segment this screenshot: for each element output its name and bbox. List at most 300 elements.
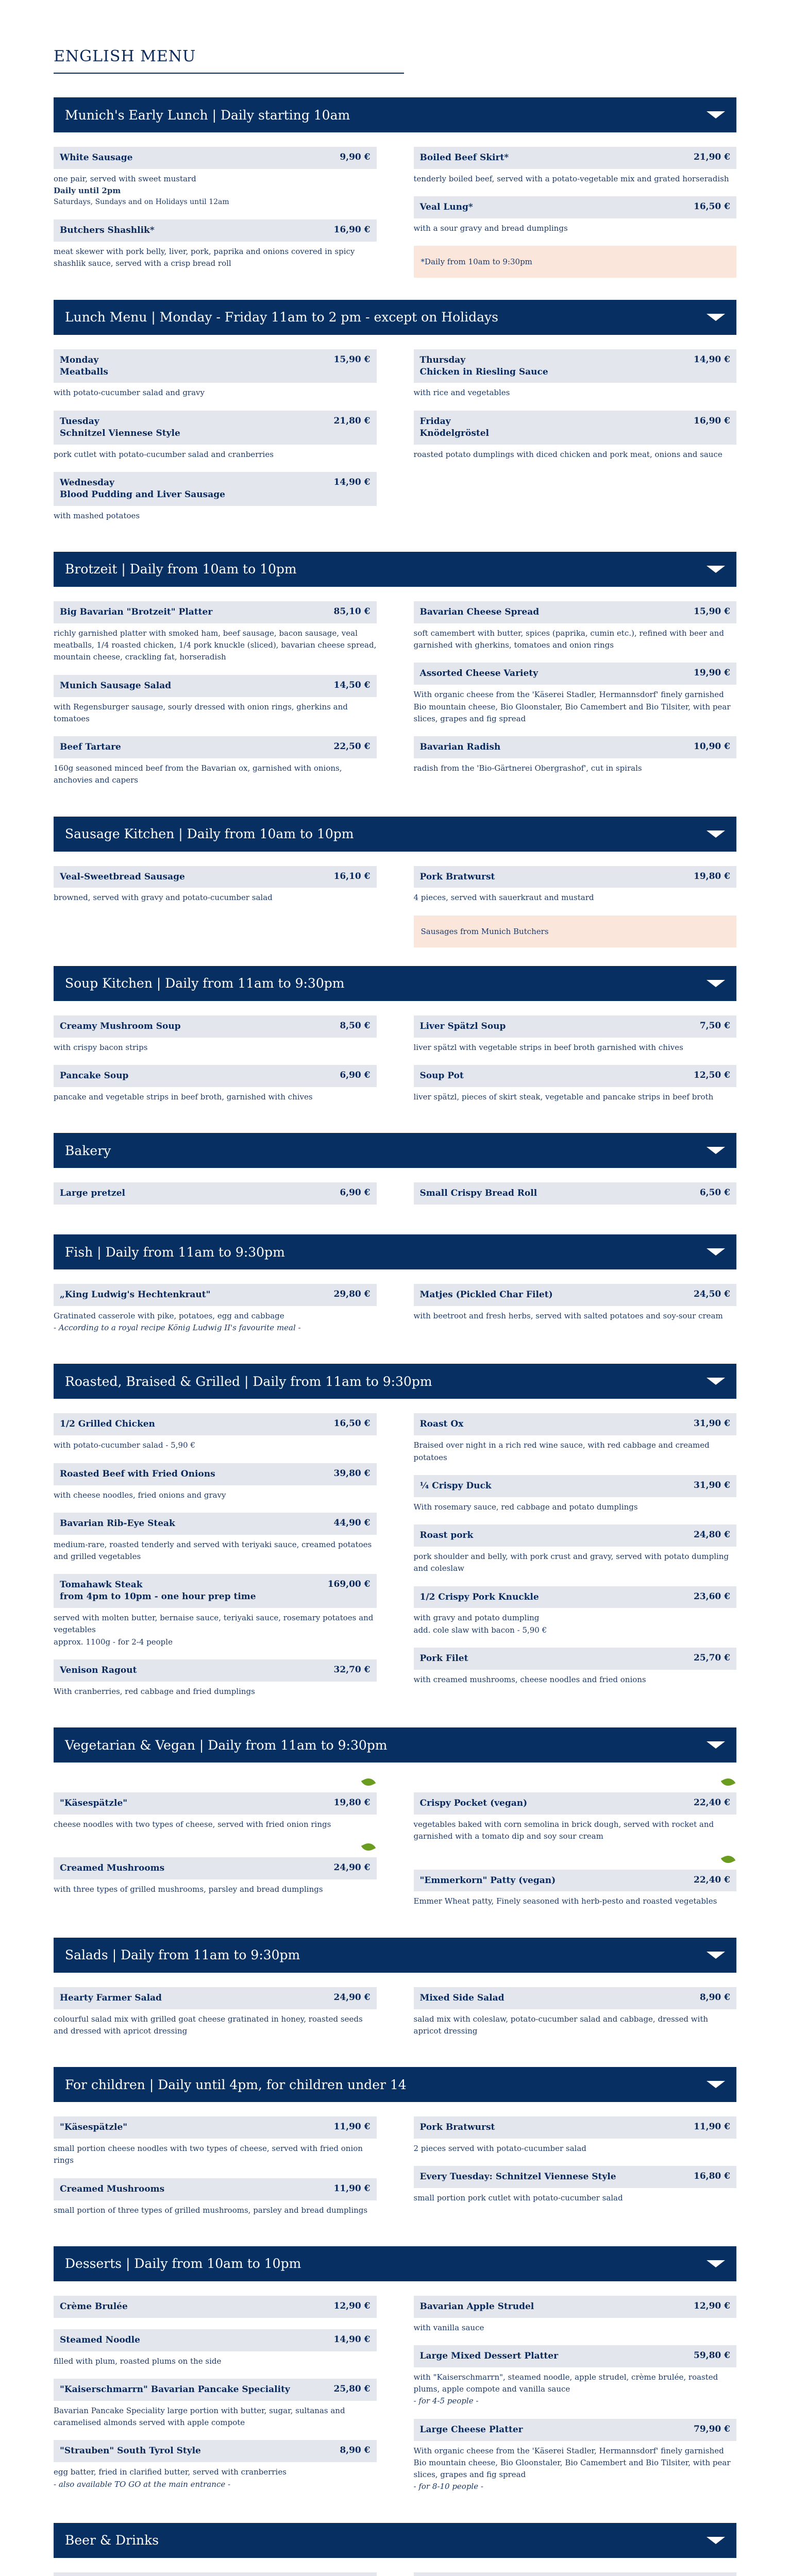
menu-item-header xyxy=(414,1475,737,1497)
menu-item-description: richly garnished platter with smoked ham, beef sausage, bacon sausage, veal meatballs, 1/4 roasted chicken, 1/4 pork knuckle (sliced), bavarian cheese spread, mountain cheese, crackling fat, horseradish xyxy=(54,628,377,662)
section-body xyxy=(54,2558,736,2576)
section-body xyxy=(54,2281,736,2504)
menu-item-note: Daily until 2pm xyxy=(54,186,121,196)
section-title: Beer & Drinks xyxy=(65,2533,159,2548)
menu-item-price: 14,90 € xyxy=(694,354,730,365)
menu-item-header xyxy=(414,1413,737,1435)
menu-column-right xyxy=(414,2116,737,2228)
section-header[interactable] xyxy=(54,1234,736,1269)
menu-column-right xyxy=(414,1284,737,1345)
item-name: Monday xyxy=(60,354,99,365)
chevron-down-icon[interactable] xyxy=(707,1952,725,1959)
item-name: „King Ludwig's Hechtenkraut" xyxy=(60,1290,211,1300)
menu-item-name xyxy=(420,1418,469,1430)
menu-item xyxy=(414,2419,737,2493)
item-name: Matjes (Pickled Char Filet) xyxy=(419,1290,553,1300)
menu-item xyxy=(414,2166,737,2204)
menu-item-name xyxy=(60,1579,261,1603)
menu-item xyxy=(54,147,377,208)
menu-item-price: 39,80 € xyxy=(333,1468,371,1479)
menu-item xyxy=(54,2572,377,2576)
menu-item-price: 22,50 € xyxy=(333,741,371,752)
menu-item-header xyxy=(54,2178,377,2200)
menu-item-price: 11,90 € xyxy=(333,2122,371,2132)
menu-item-header xyxy=(414,1648,737,1670)
item-name: Pancake Soup xyxy=(60,1070,129,1081)
menu-item-header xyxy=(414,2116,737,2139)
menu-item-description: liver spätzl, pieces of skirt steak, vegetable and pancake strips in beef broth xyxy=(413,1092,714,1101)
menu-item-header xyxy=(414,1524,737,1547)
vegetarian-leaf-icon xyxy=(361,1842,377,1853)
menu-item-description: colourful salad mix with grilled goat cheese gratinated in honey, roasted seeds and dressed with apricot dressing xyxy=(54,2014,363,2036)
menu-item xyxy=(54,1574,377,1648)
menu-item-name xyxy=(420,416,495,439)
section-header[interactable] xyxy=(54,300,736,335)
menu-item xyxy=(414,663,737,725)
item-name: Liver Spätzl Soup xyxy=(419,1021,506,1031)
menu-item-name xyxy=(420,1591,544,1603)
item-subname: Schnitzel Viennese Style xyxy=(60,428,180,438)
menu-item-description: meat skewer with pork belly, liver, pork, paprika and onions covered in spicy shashlik sauce, served with a crisp bread roll xyxy=(54,247,355,268)
menu-item-name xyxy=(60,1418,160,1430)
menu-item-description: with three types of grilled mushrooms, parsley and bread dumplings xyxy=(54,1885,323,1894)
menu-item-header xyxy=(414,866,737,888)
item-name: Venison Ragout xyxy=(60,1665,137,1675)
menu-item-header xyxy=(54,1659,377,1682)
menu-item-description: with crispy bacon strips xyxy=(54,1042,148,1052)
chevron-down-icon[interactable] xyxy=(707,111,725,118)
menu-item-header xyxy=(54,2572,377,2576)
menu-item-note: add. cole slaw with bacon - 5,90 € xyxy=(413,1625,547,1635)
section-header[interactable] xyxy=(54,1364,736,1399)
menu-item-description: small portion pork cutlet with potato-cucumber salad xyxy=(413,2193,623,2203)
menu-item-description: small portion of three types of grilled mushrooms, parsley and bread dumplings xyxy=(54,2205,368,2215)
section-body xyxy=(54,1168,736,1216)
menu-item-description: With organic cheese from the 'Käserei Stadler, Hermannsdorf' finely garnished Bio mountain cheese, Bio Gloonstaler, Bio Camembert and Bio Tilsiter, with pear slices, grapes and fig spread xyxy=(413,690,731,723)
menu-item-header xyxy=(54,1015,377,1038)
menu-item xyxy=(54,1015,377,1054)
menu-item-header xyxy=(54,1182,377,1205)
menu-item xyxy=(414,601,737,651)
menu-item-price: 10,90 € xyxy=(694,741,730,752)
menu-item-header xyxy=(414,1586,737,1608)
item-subname: Chicken in Riesling Sauce xyxy=(419,366,548,377)
section-title: Soup Kitchen | Daily from 11am to 9:30pm xyxy=(65,976,345,991)
menu-item-header xyxy=(414,1870,737,1892)
leaf-row xyxy=(54,1842,377,1855)
item-name: Big Bavarian "Brotzeit" Platter xyxy=(60,606,213,617)
menu-item xyxy=(54,1413,377,1451)
menu-item xyxy=(414,1413,737,1463)
menu-item-name xyxy=(420,1875,561,1887)
menu-item xyxy=(414,2296,737,2334)
menu-item-description: small portion cheese noodles with two types of cheese, served with fried onion rings xyxy=(54,2144,363,2165)
section-header[interactable] xyxy=(54,2067,736,2102)
menu-item xyxy=(54,736,377,786)
menu-column-left xyxy=(54,1284,377,1345)
menu-item-name xyxy=(60,2384,295,2396)
item-name: Munich Sausage Salad xyxy=(60,680,172,691)
menu-item xyxy=(54,1987,377,2037)
menu-item-price: 16,10 € xyxy=(333,871,371,882)
chevron-down-icon[interactable] xyxy=(707,980,725,987)
chevron-down-icon[interactable] xyxy=(707,314,725,321)
item-name: Bavarian Radish xyxy=(419,742,501,753)
menu-item-name xyxy=(60,680,176,692)
chevron-down-icon[interactable] xyxy=(707,2537,725,2544)
menu-item-description: Braised over night in a rich red wine sauce, with red cabbage and creamed potatoes xyxy=(413,1440,710,1462)
section-note: *Daily from 10am to 9:30pm xyxy=(414,246,737,278)
menu-item-price: 29,80 € xyxy=(333,1289,371,1299)
menu-column-right xyxy=(414,1987,737,2048)
item-name: "Kaiserschmarrn" Bavarian Pancake Speciality xyxy=(60,2384,290,2395)
menu-section-fish xyxy=(54,1234,736,1345)
menu-item-description: pancake and vegetable strips in beef broth, garnished with chives xyxy=(54,1092,313,1101)
menu-item-name xyxy=(60,1862,170,1874)
menu-item-description: with mashed potatoes xyxy=(54,511,140,520)
section-header[interactable] xyxy=(54,966,736,1001)
menu-item-description: With organic cheese from the 'Käserei Stadler, Hermannsdorf' finely garnished Bio mountain cheese, Bio Gloonstaler, Bio Camembert and Bio Tilsiter, with pear slices, grapes and fig spread xyxy=(413,2446,731,2480)
section-header[interactable] xyxy=(54,2523,736,2558)
section-body xyxy=(54,1269,736,1345)
menu-item-description: with potato-cucumber salad and gravy xyxy=(54,388,205,398)
menu-item-header xyxy=(414,2572,737,2576)
item-name: Creamed Mushrooms xyxy=(60,2183,165,2194)
menu-column-left xyxy=(54,1015,377,1114)
menu-item-price: 25,70 € xyxy=(694,1652,730,1663)
menu-item-price: 59,80 € xyxy=(694,2350,730,2361)
section-header[interactable] xyxy=(54,1133,736,1168)
menu-item-name xyxy=(420,152,514,164)
menu-item xyxy=(414,349,737,399)
menu-item-description: 2 pieces served with potato-cucumber salad xyxy=(413,2144,586,2154)
menu-column-right xyxy=(414,1413,737,1709)
menu-item-description: radish from the 'Bio-Gärtnerei Obergrashof', cut in spirals xyxy=(413,764,642,773)
item-name: Bavarian Cheese Spread xyxy=(419,606,540,617)
menu-item xyxy=(54,2178,377,2216)
menu-item-price: 14,50 € xyxy=(333,680,371,690)
menu-item-header xyxy=(54,219,377,242)
section-header[interactable] xyxy=(54,1727,736,1762)
menu-item-price: 12,50 € xyxy=(694,1070,730,1080)
menu-item xyxy=(54,2379,377,2429)
menu-item-header xyxy=(414,736,737,758)
menu-item-name xyxy=(60,152,138,164)
menu-item-description: soft camembert with butter, spices (paprika, cumin etc.), refined with beer and garnished with gherkins, tomatoes and onion rings xyxy=(413,628,724,650)
menu-item-header xyxy=(54,601,377,623)
menu-item-price: 8,50 € xyxy=(340,1020,371,1031)
menu-item-name xyxy=(60,1798,132,1809)
menu-item-price: 23,60 € xyxy=(694,1591,730,1602)
menu-item-description: Emmer Wheat patty, Finely seasoned with herb-pesto and roasted vegetables xyxy=(413,1896,717,1906)
menu-item xyxy=(54,1284,377,1334)
menu-item-header xyxy=(414,2345,737,2367)
menu-item-description: with beetroot and fresh herbs, served with salted potatoes and soy-sour cream xyxy=(413,1311,723,1320)
menu-item xyxy=(54,472,377,522)
section-header[interactable] xyxy=(54,97,736,132)
menu-section-lunch xyxy=(54,300,736,533)
menu-item-name xyxy=(420,1653,474,1665)
chevron-down-icon[interactable] xyxy=(707,2081,725,2088)
menu-item xyxy=(54,349,377,399)
menu-item-name xyxy=(420,354,553,378)
section-body xyxy=(54,335,736,533)
menu-item-description: with rice and vegetables xyxy=(413,388,510,398)
menu-item-note: - for 4-5 people - xyxy=(413,2396,479,2406)
section-body xyxy=(54,1399,736,1709)
menu-item-price: 79,90 € xyxy=(694,2424,730,2434)
menu-item-name xyxy=(60,606,217,618)
menu-item-price: 11,90 € xyxy=(333,2183,371,2194)
menu-item-note: Saturdays, Sundays and on Holidays until 12am xyxy=(54,198,229,207)
menu-item-name xyxy=(60,1021,186,1032)
item-name: Bavarian Rib-Eye Steak xyxy=(60,1518,175,1529)
menu-item xyxy=(414,1524,737,1574)
item-name: Tuesday xyxy=(60,416,99,427)
menu-item-description: Gratinated casserole with pike, potatoes, egg and cabbage xyxy=(54,1311,284,1320)
menu-section-salads xyxy=(54,1938,736,2048)
menu-section-bakery xyxy=(54,1133,736,1216)
item-name: Roasted Beef with Fried Onions xyxy=(60,1468,215,1479)
menu-item xyxy=(414,1987,737,2037)
menu-item-header xyxy=(414,1015,737,1038)
menu-item-note: approx. 1100g - for 2-4 people xyxy=(54,1637,173,1647)
section-body xyxy=(54,2102,736,2228)
menu-item xyxy=(54,2116,377,2166)
menu-item-price: 19,80 € xyxy=(694,871,730,882)
menu-item-price: 6,90 € xyxy=(340,1188,371,1198)
section-title: Salads | Daily from 11am to 9:30pm xyxy=(65,1947,300,1963)
section-body xyxy=(54,1973,736,2048)
item-name: Creamy Mushroom Soup xyxy=(60,1021,181,1031)
menu-item-header xyxy=(54,2296,377,2318)
menu-item xyxy=(414,2345,737,2408)
menu-item-description: with potato-cucumber salad - 5,90 € xyxy=(54,1440,195,1450)
menu-item-header xyxy=(54,1413,377,1435)
item-subname: Blood Pudding and Liver Sausage xyxy=(60,489,225,500)
item-name: Wednesday xyxy=(60,477,114,488)
menu-section-roasted xyxy=(54,1364,736,1709)
menu-item-header xyxy=(54,1284,377,1306)
menu-item-price: 16,90 € xyxy=(694,415,730,426)
menu-item xyxy=(54,1182,377,1205)
menu-column-right xyxy=(414,1777,737,1919)
menu-item-note: - also available TO GO at the main entrance - xyxy=(54,2479,231,2489)
menu-item-description: pork cutlet with potato-cucumber salad and cranberries xyxy=(54,449,274,459)
menu-item-price: 31,90 € xyxy=(694,1418,730,1429)
chevron-down-icon[interactable] xyxy=(707,566,725,573)
menu-item-name xyxy=(60,1188,130,1199)
item-name: "Emmerkorn" Patty (vegan) xyxy=(419,1875,556,1886)
menu-item-description: with vanilla sauce xyxy=(413,2323,484,2332)
menu-item-description: with gravy and potato dumpling xyxy=(413,1613,540,1623)
section-header[interactable] xyxy=(54,817,736,852)
menu-item xyxy=(414,1182,737,1205)
chevron-down-icon[interactable] xyxy=(707,1147,725,1154)
menu-item-name xyxy=(60,1289,216,1301)
menu-item-note: - According to a royal recipe König Ludwig II's favourite meal - xyxy=(54,1323,301,1333)
section-header[interactable] xyxy=(54,2246,736,2281)
section-header[interactable] xyxy=(54,1938,736,1973)
item-name: Large pretzel xyxy=(60,1188,125,1199)
menu-item-header xyxy=(414,1284,737,1306)
menu-item-header xyxy=(54,1513,377,1535)
menu-item xyxy=(414,196,737,234)
menu-item-header xyxy=(414,663,737,685)
vegetarian-leaf-icon xyxy=(721,1777,736,1788)
menu-column-left xyxy=(54,601,377,798)
menu-item-description: medium-rare, roasted tenderly and served with teriyaki sauce, creamed potatoes and grilled vegetables xyxy=(54,1539,372,1561)
item-name: Beef Tartare xyxy=(60,742,121,753)
menu-item-name xyxy=(420,1021,511,1032)
menu-item-price: 8,90 € xyxy=(699,1992,730,2003)
menu-item-name xyxy=(420,668,544,680)
menu-item-name xyxy=(420,2301,540,2313)
menu-item-description: 160g seasoned minced beef from the Bavarian ox, garnished with onions, anchovies and capers xyxy=(54,764,342,785)
menu-item-header xyxy=(54,147,377,169)
menu-column-right xyxy=(414,349,737,533)
item-name: "Käsespätzle" xyxy=(60,2122,128,2133)
menu-item xyxy=(54,1065,377,1103)
menu-item xyxy=(54,1659,377,1698)
menu-item-header xyxy=(414,2166,737,2188)
menu-column-right xyxy=(414,2572,737,2576)
section-note: Sausages from Munich Butchers xyxy=(414,916,737,947)
menu-item xyxy=(54,2296,377,2318)
section-title: Vegetarian & Vegan | Daily from 11am to 9:30pm xyxy=(65,1737,388,1753)
section-body xyxy=(54,132,736,281)
chevron-down-icon[interactable] xyxy=(707,831,725,838)
item-name: Creamed Mushrooms xyxy=(60,1863,165,1874)
menu-item-price: 24,90 € xyxy=(333,1992,371,2003)
item-name: Large Cheese Platter xyxy=(419,2424,523,2435)
menu-item-header xyxy=(54,349,377,383)
menu-section-children xyxy=(54,2067,736,2228)
item-name: Pork Filet xyxy=(419,1653,468,1664)
item-name: Butchers Shashlik* xyxy=(60,225,155,236)
menu-item xyxy=(414,411,737,461)
menu-item-header xyxy=(414,411,737,445)
menu-item-description: with creamed mushrooms, cheese noodles and fried onions xyxy=(413,1674,646,1684)
menu-item-name xyxy=(60,1070,133,1082)
menu-item-price: 24,90 € xyxy=(333,1862,371,1873)
item-name: White Sausage xyxy=(60,152,133,163)
menu-item-name xyxy=(60,2445,206,2457)
chevron-down-icon[interactable] xyxy=(707,1378,725,1385)
vegetarian-leaf-icon xyxy=(361,1777,377,1788)
menu-column-right xyxy=(414,1015,737,1114)
menu-column-left xyxy=(54,866,377,947)
item-name: Pork Bratwurst xyxy=(419,2122,495,2133)
item-name: Tomahawk Steak xyxy=(60,1580,143,1590)
menu-item-header xyxy=(414,147,737,169)
menu-section-brotzeit xyxy=(54,552,736,798)
menu-item-header xyxy=(54,866,377,888)
menu-item-price: 6,90 € xyxy=(340,1070,371,1080)
menu-item xyxy=(414,1065,737,1103)
section-title: For children | Daily until 4pm, for children under 14 xyxy=(65,2077,407,2092)
menu-item-header xyxy=(414,349,737,383)
menu-item xyxy=(54,1857,377,1895)
menu-item-header xyxy=(54,2440,377,2462)
menu-item xyxy=(54,411,377,461)
leaf-row xyxy=(414,1777,737,1790)
section-body xyxy=(54,852,736,947)
menu-item-header xyxy=(54,1987,377,2009)
item-name: Veal-Sweetbread Sausage xyxy=(60,871,185,882)
menu-column-left xyxy=(54,1413,377,1709)
menu-item-price: 21,80 € xyxy=(333,415,371,426)
item-name: Soup Pot xyxy=(419,1070,464,1081)
menu-item-header xyxy=(54,675,377,697)
menu-item-name xyxy=(420,1530,479,1541)
menu-item-name xyxy=(420,1992,510,2004)
chevron-down-icon[interactable] xyxy=(707,1248,725,1256)
menu-column-right xyxy=(414,866,737,947)
chevron-down-icon[interactable] xyxy=(707,2260,725,2267)
menu-item-description: With rosemary sauce, red cabbage and potato dumplings xyxy=(413,1502,638,1512)
menu-item-description: liver spätzl with vegetable strips in beef broth garnished with chives xyxy=(413,1042,683,1052)
vegetarian-leaf-icon xyxy=(721,1854,736,1866)
menu-item-name xyxy=(60,2301,133,2313)
menu-item-name xyxy=(60,2183,170,2195)
section-title: Desserts | Daily from 10am to 10pm xyxy=(65,2256,301,2272)
menu-item-name xyxy=(60,2122,132,2133)
menu-item-name xyxy=(420,1798,533,1809)
menu-item-name xyxy=(60,416,186,439)
menu-section-desserts xyxy=(54,2246,736,2504)
menu-item-name xyxy=(60,1992,167,2004)
menu-item-header xyxy=(414,1987,737,2009)
menu-item-header xyxy=(54,1574,377,1608)
menu-column-right xyxy=(414,2296,737,2504)
menu-item-price: 169,00 € xyxy=(327,1579,371,1590)
menu-item xyxy=(414,736,737,774)
menu-item xyxy=(414,1648,737,1686)
menu-column-right xyxy=(414,1182,737,1216)
menu-item-name xyxy=(420,606,545,618)
menu-item-name xyxy=(60,477,230,501)
item-name: Every Tuesday: Schnitzel Viennese Style xyxy=(419,2172,616,2182)
menu-item-description: served with molten butter, bernaise sauce, teriyaki sauce, rosemary potatoes and vegetables xyxy=(54,1613,374,1635)
menu-item-header xyxy=(54,472,377,506)
item-subname: Meatballs xyxy=(60,366,108,377)
item-name: Boiled Beef Skirt* xyxy=(419,152,509,163)
item-name: "Käsespätzle" xyxy=(60,1798,128,1809)
section-title: Sausage Kitchen | Daily from 10am to 10pm xyxy=(65,826,354,841)
menu-item-name xyxy=(60,354,113,378)
menu-section-veg xyxy=(54,1727,736,1919)
menu-item xyxy=(54,2440,377,2490)
menu-item xyxy=(54,1792,377,1831)
menu-item xyxy=(414,1870,737,1908)
menu-item-header xyxy=(414,2296,737,2318)
menu-item xyxy=(414,1284,737,1322)
menu-item-price: 14,90 € xyxy=(333,2334,371,2345)
menu-column-left xyxy=(54,1987,377,2048)
item-name: Large Mixed Dessert Platter xyxy=(419,2350,559,2361)
menu-item-price: 21,90 € xyxy=(694,152,730,162)
item-name: Thursday xyxy=(419,354,466,365)
section-header[interactable] xyxy=(54,552,736,587)
section-title: Roasted, Braised & Grilled | Daily from 11am to 9:30pm xyxy=(65,1374,432,1389)
menu-item-price: 22,40 € xyxy=(694,1874,730,1885)
menu-item xyxy=(414,2116,737,2155)
chevron-down-icon[interactable] xyxy=(707,1741,725,1749)
menu-item-name xyxy=(420,2122,500,2133)
item-name: Crispy Pocket (vegan) xyxy=(419,1798,528,1809)
menu-item-name xyxy=(60,741,126,753)
